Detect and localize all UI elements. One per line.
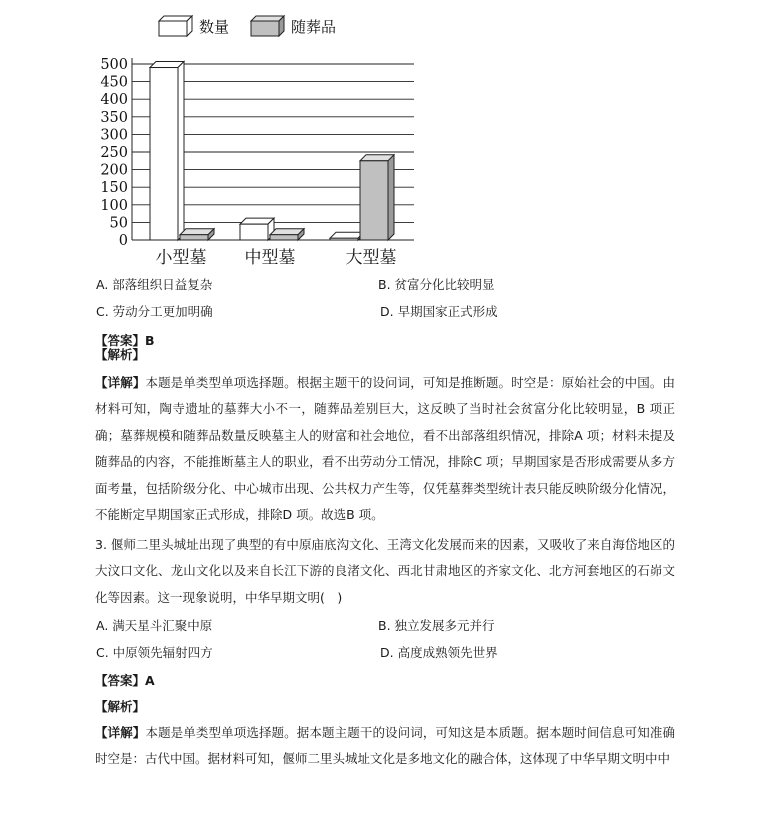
q3-detail-paragraph xyxy=(95,720,675,773)
y-tick-label-350: 350 xyxy=(100,109,128,126)
legend-label-quantity: 数量 xyxy=(199,18,230,36)
q3-option-c: C. 中原领先辐射四方 xyxy=(96,645,213,660)
x-label-1: 小型墓 xyxy=(155,248,207,268)
q2-answer: 【答案】B xyxy=(95,333,155,348)
bar-quantity-1-side xyxy=(178,62,184,240)
q3-answer: 【答案】A xyxy=(95,673,155,688)
legend-swatch-quantity-front xyxy=(159,21,187,36)
bar-quantity-2 xyxy=(240,224,268,240)
bar-grave-goods-3-side xyxy=(388,155,394,240)
legend-item-quantity xyxy=(159,16,229,36)
y-axis-tick-labels xyxy=(100,57,128,249)
y-tick-label-250: 250 xyxy=(100,145,128,161)
legend-swatch-goods-front xyxy=(251,21,279,36)
y-tick-label-100: 100 xyxy=(100,197,128,214)
y-tick-label-400: 400 xyxy=(100,92,128,109)
legend-label-grave-goods: 随葬品 xyxy=(291,18,337,36)
q2-option-c: C. 劳动分工更加明确 xyxy=(96,304,213,319)
y-tick-label-0: 0 xyxy=(118,233,128,249)
q2-detail-text: 本题是单类型单项选择题。根据主题干的设问词，可知是推断题。时空是：原始社会的中国。由材料可知，陶寺遗址的墓葬大小不一，随葬品差别巨大，这反映了当时社会贫富分化比较明显，B 项正确；墓葬规模和随葬品数量反映墓主人的财富和社会地位，看不出部落组织情况，排除A 项；材料未提及随葬品的内容，不能推断墓主人的职业，看不出劳动分工情况，排除C 项；早期国家是否形成需要从多方面考量，包括阶级分化、中心城市出现、公共权力产生等，仅凭墓葬类型统计表只能反映阶级分化情况，不能断定早期国家正式形成，排除D 项。故选B 项。 xyxy=(95,375,675,523)
bar-chart xyxy=(0,0,760,272)
q3-option-d: D. 高度成熟领先世界 xyxy=(380,645,498,660)
bar-grave-goods-1 xyxy=(180,235,208,240)
q3-option-b: B. 独立发展多元并行 xyxy=(378,618,495,633)
y-tick-label-50: 50 xyxy=(109,215,128,232)
q2-detail-tag: 【详解】 xyxy=(95,375,146,390)
bar-quantity-1 xyxy=(150,68,178,240)
q2-detail-paragraph xyxy=(95,370,675,528)
q2-analysis-label: 【解析】 xyxy=(95,347,146,362)
q3-analysis-label: 【解析】 xyxy=(95,699,146,714)
q2-option-b: B. 贫富分化比较明显 xyxy=(378,277,495,292)
q3-stem: 3. 偃师二里头城址出现了典型的有中原庙底沟文化、王湾文化发展而来的因素，又吸收了来自海岱地区的大汶口文化、龙山文化以及来自长江下游的良渚文化、西北甘肃地区的齐家文化、北方河套地区的石峁文化等因素。这一现象说明，中华早期文明( ) xyxy=(95,537,675,605)
y-tick-label-200: 200 xyxy=(100,162,128,179)
q3-detail-tag: 【详解】 xyxy=(95,725,146,740)
y-tick-label-500: 500 xyxy=(100,57,128,73)
bar-grave-goods-3 xyxy=(360,161,388,240)
x-axis-category-labels xyxy=(156,248,397,268)
chart-bars xyxy=(150,62,394,240)
q2-option-d: D. 早期国家正式形成 xyxy=(380,304,498,319)
q3-detail-text: 本题是单类型单项选择题。据本题主题干的设问词，可知这是本质题。据本题时间信息可知准确时空是：古代中国。据材料可知，偃师二里头城址文化是多地文化的融合体，这体现了中华早期文明中中 xyxy=(95,725,675,767)
x-label-2: 中型墓 xyxy=(244,248,296,268)
x-label-3: 大型墓 xyxy=(345,248,397,268)
q2-option-a: A. 部落组织日益复杂 xyxy=(96,277,213,292)
legend-item-grave-goods xyxy=(251,16,336,36)
q3-option-a: A. 满天星斗汇聚中原 xyxy=(96,618,213,633)
bar-quantity-3 xyxy=(330,238,358,240)
chart-legend xyxy=(159,16,336,36)
y-tick-label-150: 150 xyxy=(100,180,128,197)
bar-grave-goods-2 xyxy=(270,235,298,240)
y-tick-label-450: 450 xyxy=(100,74,128,91)
y-tick-label-300: 300 xyxy=(100,127,128,144)
